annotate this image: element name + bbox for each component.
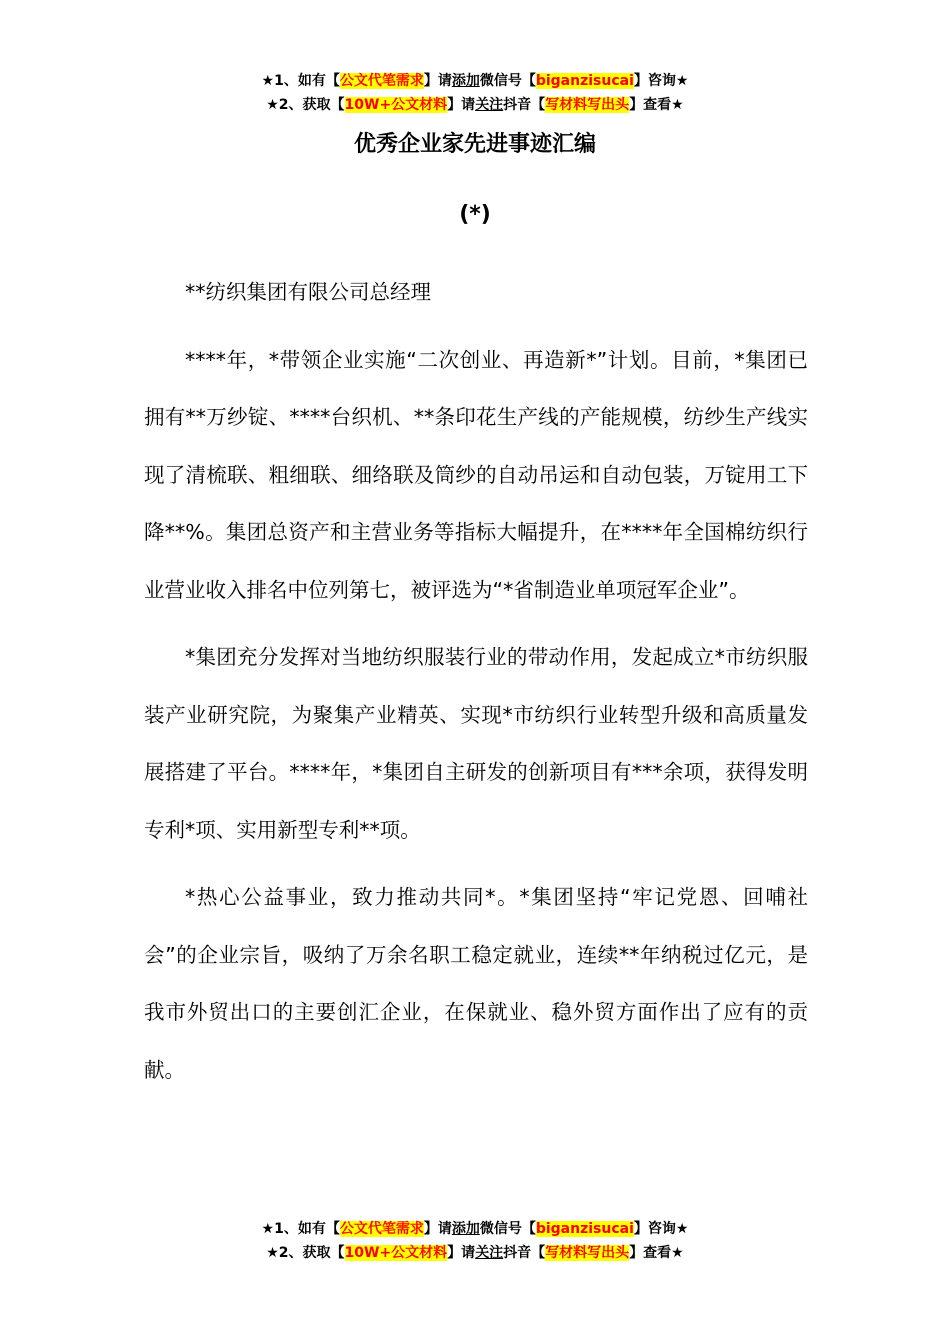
banner-line-1: ★1、如有【公文代笔需求】请添加微信号【biganzisucai】咨询★ [261,73,689,89]
document-subtitle: (*) [459,202,491,227]
banner-douyin-id: 写材料写出头 [545,1245,630,1261]
header-banner [0,69,950,117]
footer-banner [0,1217,950,1265]
banner-line-1: ★1、如有【公文代笔需求】请添加微信号【biganzisucai】咨询★ [261,1221,689,1237]
banner-wechat-id: biganzisucai [535,1221,634,1237]
paragraph-achievements: ****年，*带领企业实施“二次创业、再造新*”计划。目前，*集团已拥有**万纱锭、****台织机、**条印花生产线的产能规模，纺纱生产线实现了清梳联、粗细联、细络联及筒纱的自动吊运和自动包装，万锭用工下降**%。集团总资产和主营业务等指标大幅提升，在****年全国棉纺织行业营业收入排名中位列第七，被评选为“*省制造业单项冠军企业”。 [144,347,808,602]
banner-line-2: ★2、获取【10W+公文材料】请关注抖音【写材料写出头】查看★ [266,1245,684,1261]
banner-line-2: ★2、获取【10W+公文材料】请关注抖音【写材料写出头】查看★ [266,97,684,113]
banner-highlight: 10W+公文材料 [344,97,448,113]
banner-highlight: 公文代笔需求 [339,1221,424,1237]
paragraph-position: **纺织集团有限公司总经理 [185,280,431,304]
document-title: 优秀企业家先进事迹汇编 [353,132,596,157]
banner-highlight: 10W+公文材料 [344,1245,448,1261]
document-body [144,264,808,1099]
banner-wechat-id: biganzisucai [535,73,634,89]
banner-highlight: 公文代笔需求 [339,73,424,89]
paragraph-public-welfare: *热心公益事业，致力推动共同*。*集团坚持“牢记党恩、回哺社会”的企业宗旨，吸纳了万余名职工稳定就业，连续**年纳税过亿元，是我市外贸出口的主要创汇企业，在保就业、稳外贸方面作出了应有的贡献。 [144,885,808,1082]
banner-douyin-id: 写材料写出头 [545,97,630,113]
paragraph-industry-leadership: *集团充分发挥对当地纺织服装行业的带动作用，发起成立*市纺织服装产业研究院，为聚集产业精英、实现*市纺织行业转型升级和高质量发展搭建了平台。****年，*集团自主研发的创新项目有***余项，获得发明专利*项、实用新型专利**项。 [144,645,808,842]
